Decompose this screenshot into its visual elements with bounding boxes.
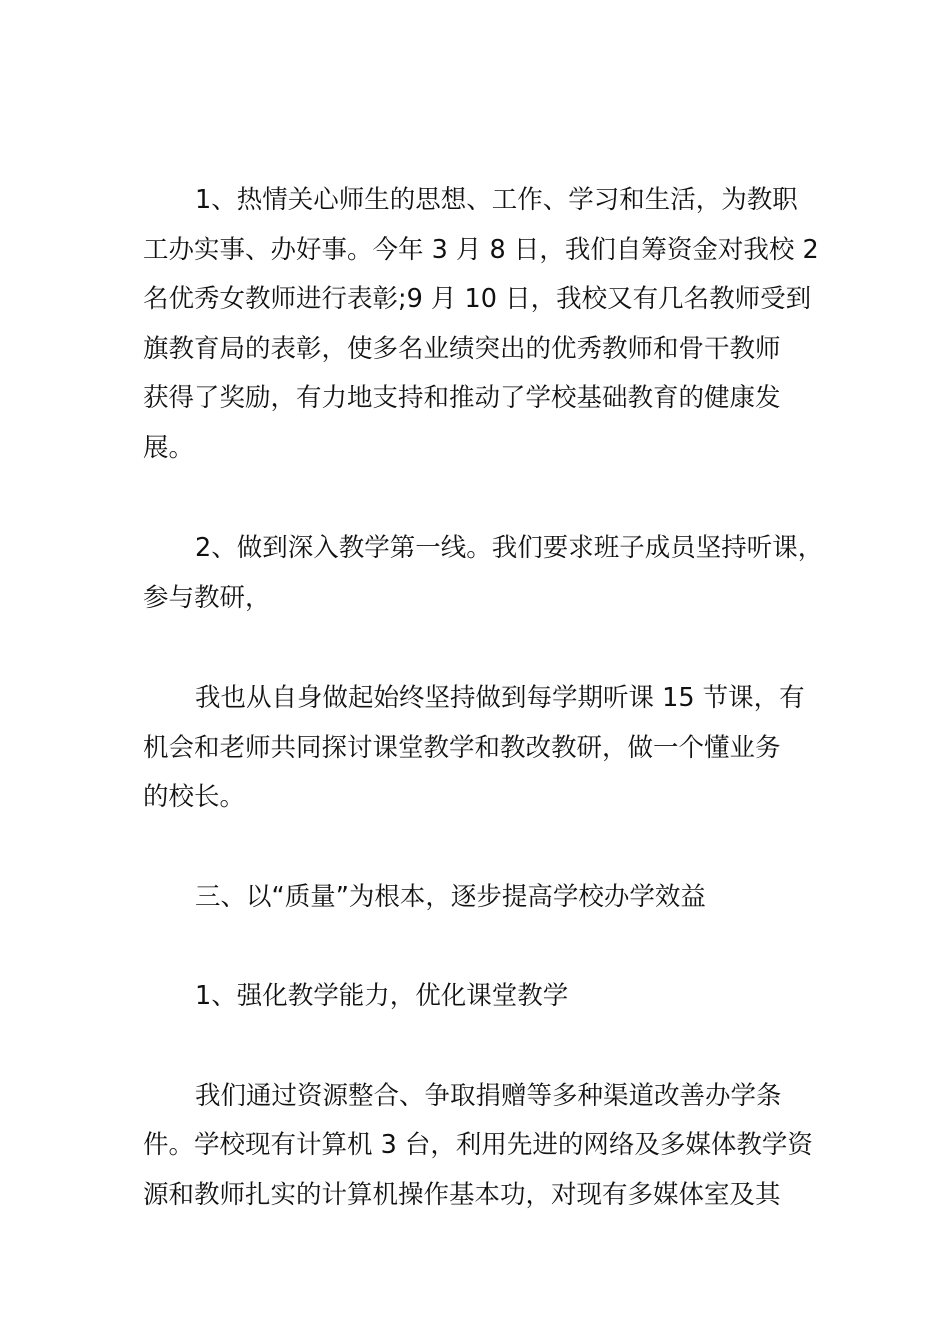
subsection-heading-teaching-ability: [143, 972, 813, 1022]
section-heading: 三、以“质量”为根本，逐步提高学校办学效益: [195, 881, 706, 912]
text-line: 的校长。: [143, 782, 246, 812]
paragraph-principal-lessons: [143, 674, 813, 823]
paragraph-spacer: [143, 473, 813, 524]
paragraph-spacer: [143, 823, 813, 873]
text-line: 旗教育局的表彰，使多名业绩突出的优秀教师和骨干教师: [143, 333, 781, 364]
paragraph-spacer: [143, 1022, 813, 1072]
text-line: 获得了奖励，有力地支持和推动了学校基础教育的健康发: [143, 383, 781, 413]
text-line: 我也从自身做起始终坚持做到每学期听课 15 节课，有: [195, 683, 805, 713]
text-line: 名优秀女教师进行表彰;9 月 10 日，我校又有几名教师受到: [143, 284, 812, 314]
text-line: 展。: [143, 432, 195, 463]
paragraph-spacer: [143, 922, 813, 972]
text-line: 1、热情关心师生的思想、工作、学习和生活，为教职: [195, 185, 798, 215]
text-line: 源和教师扎实的计算机操作基本功，对现有多媒体室及其: [143, 1179, 781, 1210]
subsection-heading: 1、强化教学能力，优化课堂教学: [195, 981, 569, 1011]
section-heading-quality: [143, 873, 813, 923]
document-body: [143, 176, 824, 1220]
text-line: 件。学校现有计算机 3 台，利用先进的网络及多媒体教学资: [143, 1130, 813, 1160]
text-line: 参与教研，: [143, 582, 271, 613]
paragraph-resources: [143, 1072, 813, 1221]
paragraph-spacer: [143, 623, 813, 674]
text-line: 2、做到深入教学第一线。我们要求班子成员坚持听课，: [195, 533, 824, 563]
text-line: 机会和老师共同探讨课堂教学和教改教研，做一个懂业务: [143, 732, 781, 763]
text-line: 我们通过资源整合、争取捐赠等多种渠道改善办学条: [195, 1080, 782, 1111]
paragraph-teacher-care: [143, 176, 819, 473]
text-line: 工办实事、办好事。今年 3 月 8 日，我们自筹资金对我校 2: [143, 234, 819, 265]
paragraph-frontline-teaching: [143, 524, 824, 623]
